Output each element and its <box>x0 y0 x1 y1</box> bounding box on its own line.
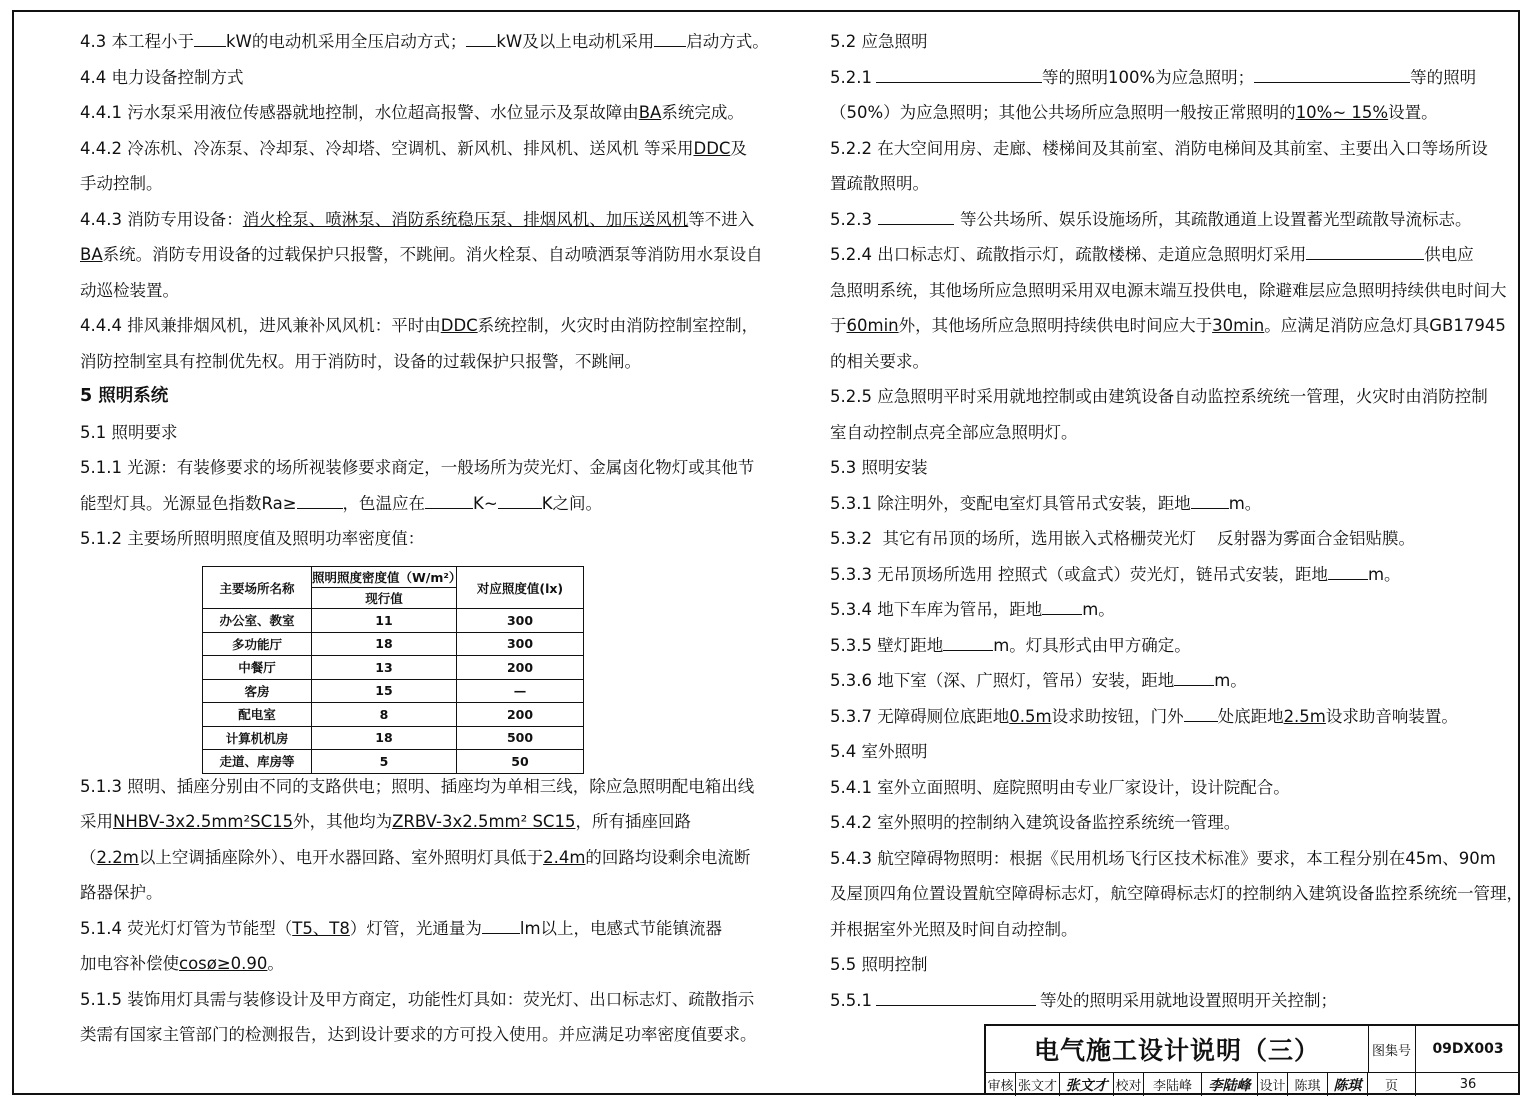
cell-value: 11 <box>312 609 457 633</box>
para-4-4-3 <box>80 202 755 238</box>
para-4-4-1 <box>80 95 744 131</box>
para-5-1-3-cont <box>80 804 720 840</box>
blank <box>466 32 496 47</box>
para-5-3-3 <box>830 557 1470 593</box>
para-5-1-2: 5.1.2 主要场所照明照度值及照明功率密度值： <box>80 529 425 548</box>
text: （ <box>80 847 97 867</box>
blank <box>1306 245 1424 260</box>
text: 系统。消防专用设备的过载保护只报警，不跳闸。消火栓泵、自动喷洒泵等消防用水泵设自 <box>102 245 763 264</box>
set-no: 09DX003 <box>1432 1041 1504 1057</box>
heading-5-1: 5.1 照明要求 <box>80 422 178 442</box>
blank <box>1191 494 1229 509</box>
header-place: 主要场所名称 <box>203 567 312 609</box>
text: 4.4.3 消防专用设备： <box>80 209 243 229</box>
para-5-2-4-cont3: 的相关要求。 <box>830 351 929 371</box>
para-5-4-2: 5.4.2 室外照明的控制纳入建筑设备监控系统统一管理。 <box>830 813 1241 832</box>
text: 的回路均设剩余电流断 <box>585 847 751 867</box>
text: 5.3.7 无障碍厕位底距地 <box>830 706 1010 726</box>
para-4-3 <box>80 24 769 60</box>
para-5-4-1: 5.4.1 室外立面照明、庭院照明由专业厂家设计，设计院配合。 <box>830 777 1290 797</box>
cell-lux: 300 <box>457 609 584 633</box>
cell-place: 中餐厅 <box>203 656 312 680</box>
text: （50%）为应急照明；其他公共场所应急照明一般按正常照明的 <box>830 103 1296 122</box>
left-column <box>80 24 769 1053</box>
para-5-3-5 <box>830 628 1470 664</box>
table-header-row <box>203 567 584 588</box>
para-5-2-5: 5.2.5 应急照明平时采用就地控制或由建筑设备自动监控系统统一管理，火灾时由消防控制 <box>830 387 1488 406</box>
designer-name: 陈琪 <box>1288 1073 1328 1096</box>
text: m。 <box>1082 600 1115 619</box>
text: 5.2.4 出口标志灯、疏散指示灯，疏散楼梯、走道应急照明灯采用 <box>830 245 1307 264</box>
text: 5.2.1 <box>830 67 872 87</box>
text: 于 <box>830 316 847 335</box>
heading-5-5: 5.5 照明控制 <box>830 955 928 974</box>
text: kW的电动机采用全压启动方式； <box>226 32 467 51</box>
table-row <box>203 679 584 703</box>
text: 系统完成。 <box>661 103 744 122</box>
design-label: 设计 <box>1258 1073 1288 1096</box>
blank <box>194 32 226 47</box>
para-5-1-1-cont <box>80 486 720 522</box>
para-4-4-2-cont: 手动控制。 <box>80 174 163 193</box>
text: 5.3.6 地下室（深、广照灯，管吊）安装，距地 <box>830 671 1175 690</box>
text: ）灯管，光通量为 <box>349 918 482 938</box>
table-row <box>203 726 584 750</box>
text: 4.4.1 污水泵采用液位传感器就地控制，水位超高报警、水位显示及泵故障由 <box>80 103 639 122</box>
cell-place: 多功能厅 <box>203 632 312 656</box>
para-5-2-4-cont: 急照明系统，其他场所应急照明采用双电源末端互投供电，除避难层应急照明持续供电时间大 <box>830 280 1507 300</box>
para-5-2-1 <box>830 60 1477 96</box>
blank <box>1328 565 1368 580</box>
para-5-2-2: 5.2.2 在大空间用房、走廊、楼梯间及其前室、消防电梯间及其前室、主要出入口等场所设 <box>830 138 1488 158</box>
para-5-3-6 <box>830 663 1470 699</box>
blank <box>876 991 1036 1006</box>
text: m。灯具形式由甲方确定。 <box>993 635 1191 655</box>
para-5-1-3-cont3: 路器保护。 <box>80 883 163 902</box>
text: 采用 <box>80 812 113 831</box>
header-density: 照明照度密度值（W/m²） <box>312 567 457 588</box>
blank <box>1042 600 1082 615</box>
cell-place: 配电室 <box>203 703 312 727</box>
blank <box>297 494 343 509</box>
para-5-3-7 <box>830 699 1470 735</box>
text: 5.3.5 壁灯距地 <box>830 635 944 655</box>
heading-5-4: 5.4 室外照明 <box>830 742 928 761</box>
text: ，所有插座回路 <box>575 812 691 831</box>
para-5-1-1: 5.1.1 光源：有装修要求的场所视装修要求商定，一般场所为荧光灯、金属卤化物灯或其他节 <box>80 458 755 477</box>
reviewer-name: 张文才 <box>1016 1073 1060 1096</box>
text: 等处的照明采用就地设置照明开关控制； <box>1039 990 1337 1010</box>
para-5-4-3-cont2: 并根据室外光照及时间自动控制。 <box>830 919 1078 939</box>
cell-value: 18 <box>312 726 457 750</box>
para-5-3-1 <box>830 486 1470 522</box>
para-5-2-5-cont: 室自动控制点亮全部应急照明灯。 <box>830 422 1078 442</box>
title-block <box>984 1024 1520 1095</box>
checker-signature: 李陆峰 <box>1202 1073 1258 1096</box>
para-4-4-3-cont2: 动巡检装置。 <box>80 280 179 300</box>
text: 系统控制，火灾时由消防控制室控制， <box>477 316 759 335</box>
header-lux: 对应照度值(lx) <box>457 567 584 609</box>
page-number: 36 <box>1459 1077 1477 1092</box>
text: 5.3.1 除注明外，变配电室灯具管吊式安装，距地 <box>830 493 1191 513</box>
cell-lux: 200 <box>457 703 584 727</box>
cell-place: 走道、库房等 <box>203 750 312 774</box>
para-5-1-5: 5.1.5 装饰用灯具需与装修设计及甲方商定，功能性灯具如：荧光灯、出口标志灯、疏散指示 <box>80 989 755 1009</box>
blank <box>498 494 542 509</box>
page-label: 页 <box>1368 1073 1416 1096</box>
underlined-text: 60min <box>846 316 899 335</box>
text: 外，其他均为 <box>293 812 393 831</box>
checker-name: 李陆峰 <box>1144 1073 1202 1096</box>
blank <box>425 494 473 509</box>
cell-value: 8 <box>312 703 457 727</box>
text: 5.1.4 荧光灯灯管为节能型（ <box>80 918 293 938</box>
para-5-1-5-cont: 类需有国家主管部门的检测报告，达到设计要求的方可投入使用。并应满足功率密度值要求。 <box>80 1025 757 1044</box>
blank <box>1174 671 1214 686</box>
para-4-4-3-cont <box>80 237 763 273</box>
underlined-text: T5、T8 <box>292 918 350 938</box>
para-5-4-3: 5.4.3 航空障碍物照明：根据《民用机场飞行区技术标准》要求，本工程分别在45m、90m <box>830 848 1496 868</box>
text: 设求助音响装置。 <box>1325 706 1458 726</box>
para-5-2-2-cont: 置疏散照明。 <box>830 174 929 193</box>
text: 。应满足消防应急灯具GB17945 <box>1264 316 1506 335</box>
underlined-text: 2.5m <box>1283 706 1326 726</box>
drawing-title: 电气施工设计说明（三） <box>986 1026 1369 1072</box>
blank <box>876 68 1042 83</box>
underlined-text: DDC <box>440 316 478 335</box>
text: 等的照明 <box>1410 67 1477 87</box>
para-5-2-4-cont2 <box>830 308 1506 344</box>
text: 4.3 本工程小于 <box>80 32 194 51</box>
underlined-text: 30min <box>1212 316 1265 335</box>
table-row <box>203 703 584 727</box>
para-4-4-4-cont: 消防控制室具有控制优先权。用于消防时，设备的过载保护只报警，不跳闸。 <box>80 351 641 371</box>
text: kW及以上电动机采用 <box>496 32 655 51</box>
blank <box>1184 707 1218 722</box>
para-5-1-4 <box>80 911 723 947</box>
signature-row <box>986 1072 1520 1096</box>
underlined-text: NHBV-3x2.5mm²SC15 <box>113 812 294 831</box>
text: K~ <box>473 493 498 513</box>
text: 以上空调插座除外）、电开水器回路、室外照明灯具低于 <box>138 847 544 867</box>
text: K之间。 <box>541 493 603 513</box>
text: 等的照明100%为应急照明； <box>1041 67 1255 87</box>
text: 等不进入 <box>688 209 755 229</box>
para-5-1-4-cont <box>80 946 720 982</box>
text: m。 <box>1228 493 1262 513</box>
underlined-text: ZRBV-3x2.5mm² SC15 <box>392 812 576 831</box>
para-5-3-2: 5.3.2 其它有吊顶的场所，选用嵌入式格栅荧光灯 反射器为雾面合金铝贴膜。 <box>830 529 1415 548</box>
underlined-text: 10%~ 15% <box>1295 103 1389 122</box>
text: 4.4.4 排风兼排烟风机，进风兼补风风机：平时由 <box>80 316 441 335</box>
cell-lux: — <box>457 679 584 703</box>
heading-4-4: 4.4 电力设备控制方式 <box>80 67 244 87</box>
cell-value: 13 <box>312 656 457 680</box>
text: 处底距地 <box>1217 706 1284 726</box>
text: m。 <box>1214 671 1247 690</box>
blank <box>943 636 993 651</box>
blank <box>878 210 954 225</box>
underlined-text: BA <box>80 245 103 264</box>
para-4-4-2 <box>80 131 747 167</box>
cell-place: 客房 <box>203 679 312 703</box>
table-row <box>203 609 584 633</box>
text: lm以上，电感式节能镇流器 <box>519 918 723 938</box>
heading-5-2: 5.2 应急照明 <box>830 32 928 51</box>
underlined-text: cosø≥0.90 <box>179 954 268 973</box>
para-5-4-3-cont: 及屋顶四角位置设置航空障碍标志灯，航空障碍标志灯的控制纳入建筑设备监控系统统一管理， <box>830 884 1523 903</box>
reviewer-signature: 张文才 <box>1060 1073 1114 1096</box>
heading-5-3: 5.3 照明安装 <box>830 458 928 477</box>
underlined-text: 0.5m <box>1009 706 1052 726</box>
set-no-label: 图集号 <box>1368 1026 1416 1072</box>
text: 设求助按钮，门外 <box>1051 706 1184 726</box>
cell-lux: 50 <box>457 750 584 774</box>
text: 5.3.3 无吊顶场所选用 控照式（或盒式）荧光灯，链吊式安装，距地 <box>830 564 1328 584</box>
para-5-2-1-cont <box>830 95 1470 131</box>
cell-lux: 300 <box>457 632 584 656</box>
underlined-text: 2.2m <box>96 847 139 867</box>
table-row <box>203 750 584 774</box>
text: 外，其他场所应急照明持续供电时间应大于 <box>898 316 1213 335</box>
para-5-2-3 <box>830 202 1470 238</box>
blank <box>482 919 520 934</box>
text: 设置。 <box>1388 103 1438 122</box>
blank <box>1254 68 1410 83</box>
underlined-text: 消火栓泵、喷淋泵、消防系统稳压泵、排烟风机、加压送风机 <box>242 209 689 229</box>
para-5-2-4 <box>830 237 1474 273</box>
cell-value: 18 <box>312 632 457 656</box>
text: 供电应 <box>1424 245 1474 264</box>
para-4-4-4 <box>80 308 759 344</box>
para-5-5-1 <box>830 983 1470 1019</box>
cell-lux: 500 <box>457 726 584 750</box>
check-label: 校对 <box>1114 1073 1144 1096</box>
text: 启动方式。 <box>686 32 769 51</box>
right-column <box>830 24 1523 1018</box>
cell-lux: 200 <box>457 656 584 680</box>
para-5-1-3: 5.1.3 照明、插座分别由不同的支路供电；照明、插座均为单相三线，除应急照明配电箱出线 <box>80 776 755 796</box>
cell-value: 5 <box>312 750 457 774</box>
header-current: 现行值 <box>312 588 457 609</box>
underlined-text: 2.4m <box>543 847 586 867</box>
text: 5.3.4 地下车库为管吊，距地 <box>830 600 1043 619</box>
text: 能型灯具。光源显色指数Ra≥ <box>80 493 297 513</box>
cell-value: 15 <box>312 679 457 703</box>
text: ，色温应在 <box>342 493 426 513</box>
blank <box>654 32 686 47</box>
text: m。 <box>1367 564 1401 584</box>
lighting-density-table <box>202 566 584 774</box>
para-5-3-4 <box>830 592 1470 628</box>
text: 4.4.2 冷冻机、冷冻泵、冷却泵、冷却塔、空调机、新风机、排风机、送风机 等采用 <box>80 138 694 158</box>
text: 等公共场所、娱乐设施场所，其疏散通道上设置蓄光型疏散导流标志。 <box>959 209 1472 229</box>
designer-signature: 陈琪 <box>1328 1073 1368 1096</box>
text: 。 <box>267 954 284 973</box>
underlined-text: DDC <box>693 138 731 158</box>
text: 及 <box>730 138 747 158</box>
text: 5.5.1 <box>830 990 872 1010</box>
review-label: 审核 <box>986 1073 1016 1096</box>
text: 加电容补偿使 <box>80 954 179 973</box>
underlined-text: BA <box>638 103 662 122</box>
section-5-heading: 5 照明系统 <box>80 386 169 406</box>
cell-place: 办公室、教室 <box>203 609 312 633</box>
table-row <box>203 656 584 680</box>
para-5-1-3-cont2 <box>80 840 751 876</box>
table-row <box>203 632 584 656</box>
cell-place: 计算机机房 <box>203 726 312 750</box>
text: 5.2.3 <box>830 209 872 229</box>
